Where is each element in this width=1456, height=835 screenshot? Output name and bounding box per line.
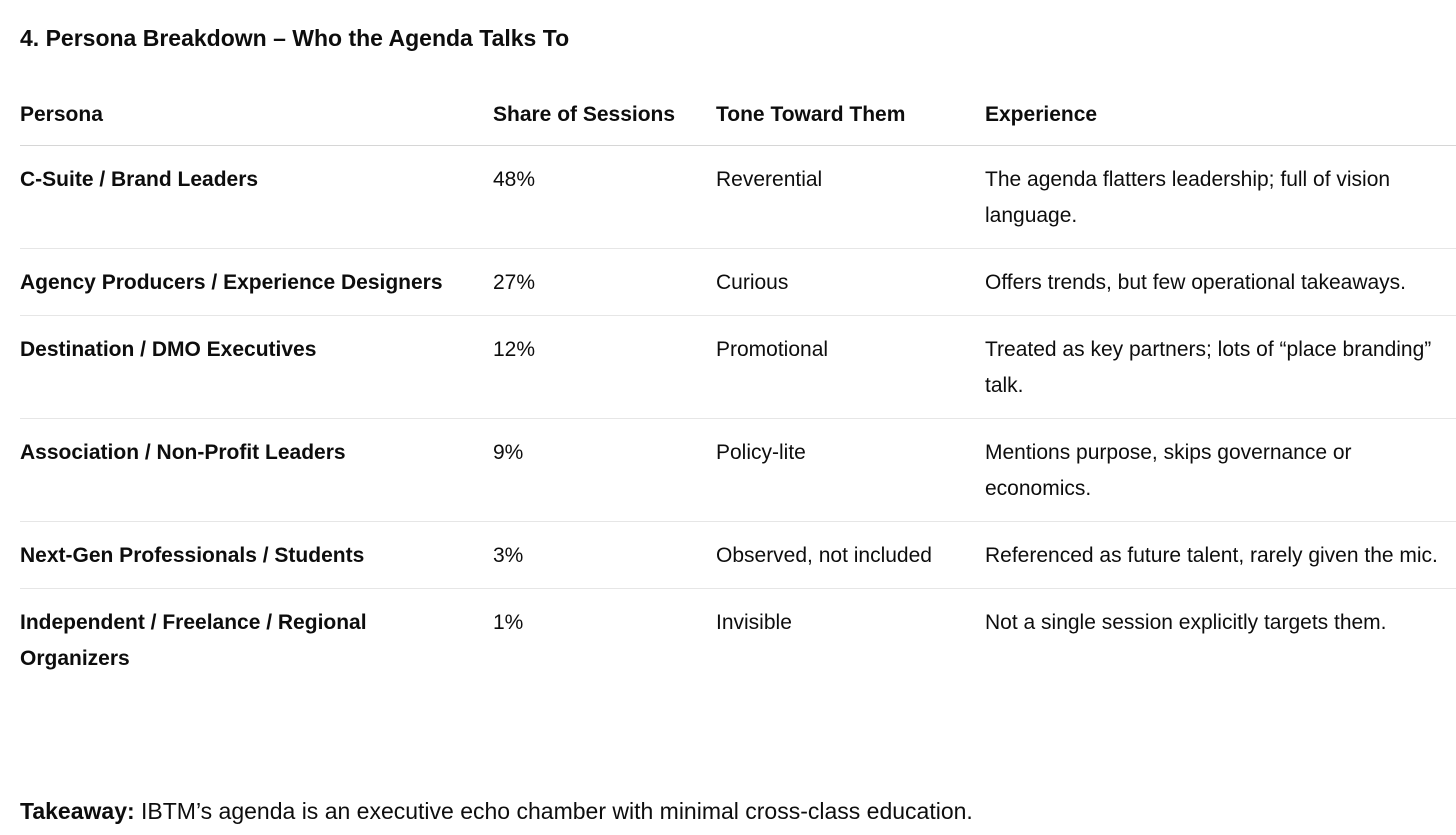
tone-cell: Observed, not included <box>716 522 985 589</box>
persona-cell: Destination / DMO Executives <box>20 316 493 419</box>
header-persona: Persona <box>20 84 493 146</box>
takeaway-text: IBTM’s agenda is an executive echo chamber with minimal cross-class education. <box>134 798 973 824</box>
header-tone-toward-them: Tone Toward Them <box>716 84 985 146</box>
tone-cell: Promotional <box>716 316 985 419</box>
share-cell: 9% <box>493 419 716 522</box>
table-row <box>20 146 1456 249</box>
takeaway-label: Takeaway: <box>20 798 135 824</box>
share-cell: 12% <box>493 316 716 419</box>
table-row <box>20 522 1456 589</box>
persona-cell: Agency Producers / Experience Designers <box>20 249 493 316</box>
header-share-of-sessions: Share of Sessions <box>493 84 716 146</box>
table-row <box>20 316 1456 419</box>
table-row <box>20 249 1456 316</box>
tone-cell: Curious <box>716 249 985 316</box>
tone-cell: Policy-lite <box>716 419 985 522</box>
tone-cell: Invisible <box>716 611 792 634</box>
table-row <box>20 419 1456 522</box>
experience-cell: Not a single session explicitly targets them. <box>985 611 1387 634</box>
takeaway-paragraph <box>20 793 973 829</box>
persona-cell: C-Suite / Brand Leaders <box>20 146 493 249</box>
share-cell: 3% <box>493 522 716 589</box>
experience-cell: The agenda flatters leadership; full of vision language. <box>985 146 1456 249</box>
persona-cell: Association / Non-Profit Leaders <box>20 419 493 522</box>
share-cell: 48% <box>493 146 716 249</box>
experience-cell: Treated as key partners; lots of “place branding” talk. <box>985 316 1456 419</box>
table-header-row <box>20 84 1456 146</box>
persona-cell: Next-Gen Professionals / Students <box>20 522 493 589</box>
persona-cell: Independent / Freelance / Regional Organizers <box>20 611 367 670</box>
persona-table <box>20 84 1456 691</box>
header-experience: Experience <box>985 84 1456 146</box>
experience-cell: Referenced as future talent, rarely given the mic. <box>985 522 1456 589</box>
experience-cell: Mentions purpose, skips governance or economics. <box>985 419 1456 522</box>
share-cell: 1% <box>493 611 524 634</box>
experience-cell: Offers trends, but few operational takeaways. <box>985 249 1456 316</box>
share-cell: 27% <box>493 249 716 316</box>
section-title: 4. Persona Breakdown – Who the Agenda Talks To <box>20 25 570 51</box>
table-row <box>20 589 1456 692</box>
tone-cell: Reverential <box>716 146 985 249</box>
